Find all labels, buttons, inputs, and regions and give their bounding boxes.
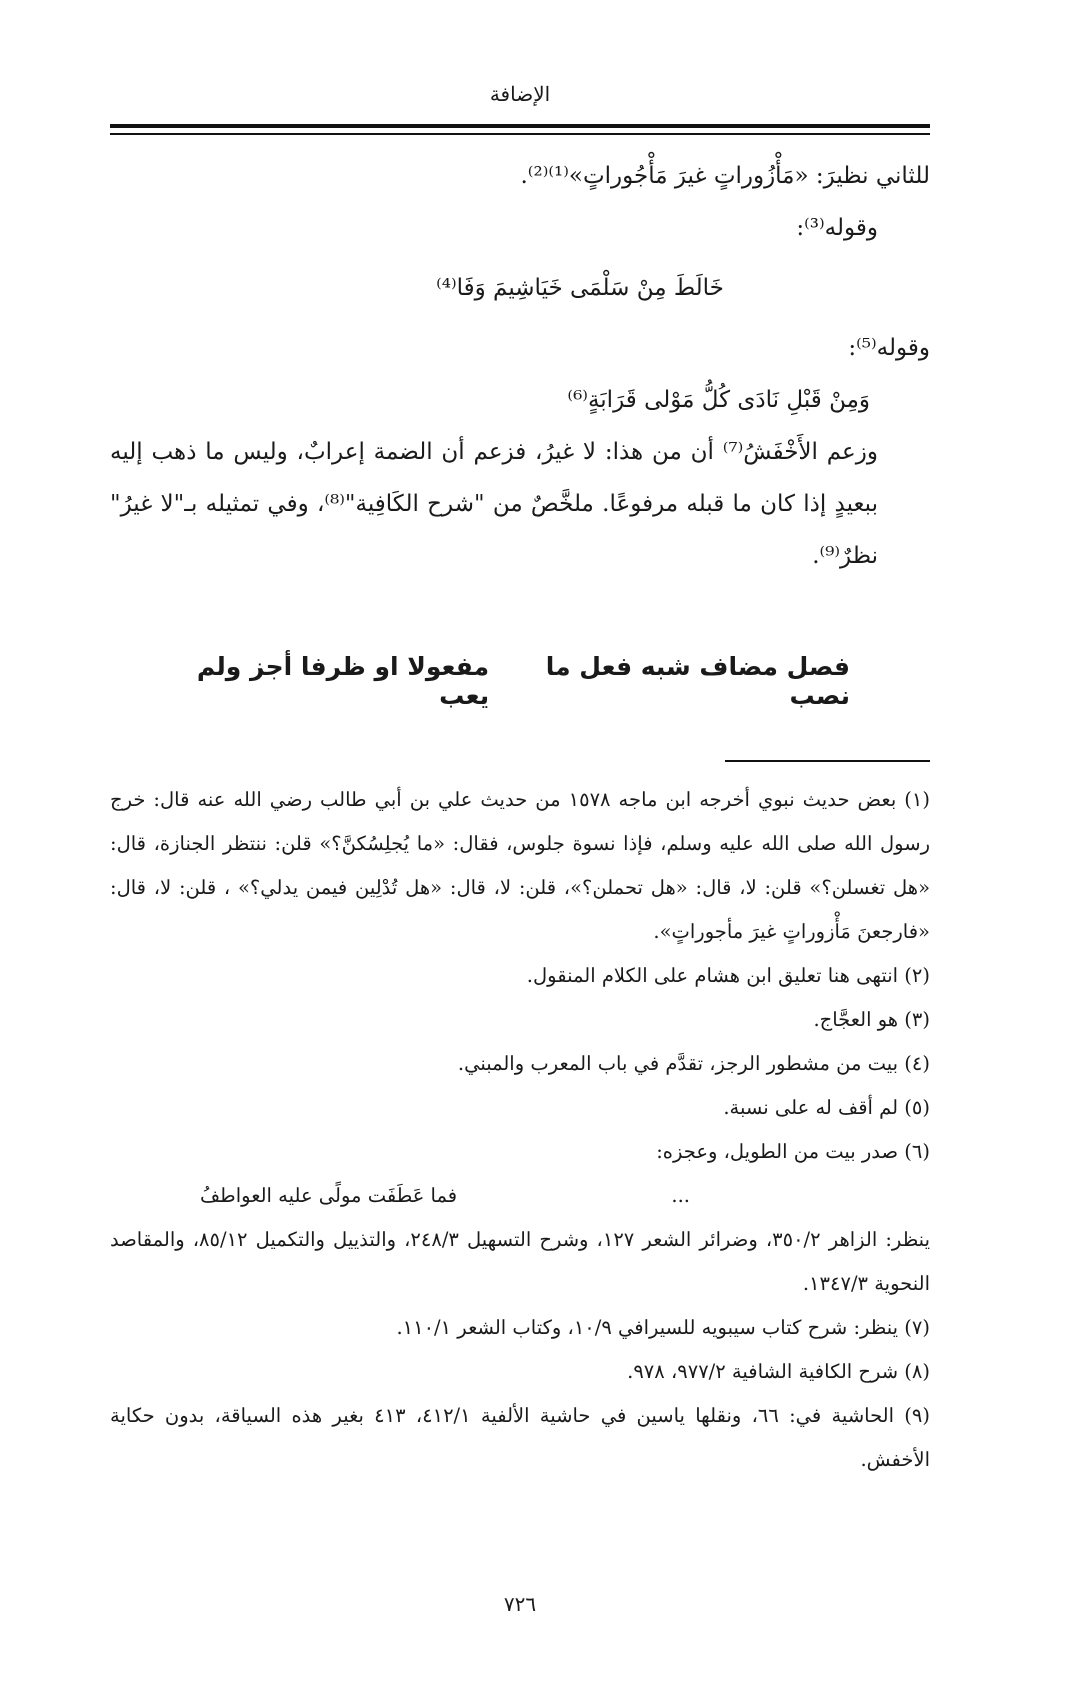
book-page bbox=[110, 0, 930, 1698]
footnote-6: (٦) صدر بيت من الطويل، وعجزه: bbox=[656, 1140, 930, 1163]
footnote-9: (٩) الحاشية في: ٦٦، ونقلها ياسين في حاشية الألفية ٤١٢/١، ٤١٣ بغير هذه السياقة، بدون حكاية الأخفش. bbox=[110, 1404, 930, 1471]
footnote-3: (٣) هو العجَّاج. bbox=[813, 1008, 930, 1031]
page-number: ٧٢٦ bbox=[503, 1592, 537, 1616]
footnote-separator bbox=[725, 760, 930, 762]
verse-2: وَمِنْ قَبْلِ نَادَى كُلُّ مَوْلى قَرَابَةٍ⁽⁶⁾ bbox=[567, 387, 870, 413]
paragraph-4: وزعم الأَخْفَشُ⁽⁷⁾ أن من هذا: لا غيرُ، فزعم أن الضمة إعرابٌ، وليس ما ذهب إليه ببعيدٍ إذا كان ما قبله مرفوعًا. ملخَّصٌ من "شرح الكَافِية"⁽⁸⁾، وفي تمثيله بـ"لا غيرُ" نظرٌ⁽⁹⁾. bbox=[110, 439, 878, 569]
footnote-4: (٤) بيت من مشطور الرجز، تقدَّم في باب المعرب والمبني. bbox=[457, 1052, 930, 1075]
footnote-7: (٧) ينظر: شرح كتاب سيبويه للسيرافي ١٠/٩، وكتاب الشعر ١١٠/١. bbox=[396, 1316, 930, 1339]
footnote-6-verse-line bbox=[110, 1174, 930, 1218]
header-rule-thin bbox=[110, 133, 930, 135]
footnote-6-ellipsis: ... bbox=[671, 1184, 690, 1207]
footnote-1: (١) بعض حديث نبوي أخرجه ابن ماجه ١٥٧٨ من حديث علي بن أبي طالب رضي الله عنه قال: خرج رسول الله صلى الله عليه وسلم، فإذا نسوة جلوس، فقال: «ما يُجلِسُكنَّ؟» قلن: ننتظر الجنازة، قال: «هل تغسلن؟» قلن: لا، قال: «هل تحملن؟»، قلن: لا، قال: «هل تُدْلِين فيمن يدلي؟» ، قلن: لا، قال: «فارجعنَ مَأْزوراتٍ غيرَ مأجوراتٍ». bbox=[110, 788, 930, 943]
verse-1: خَالَطَ مِنْ سَلْمَى خَيَاشِيمَ وَفَا⁽⁴⁾ bbox=[436, 275, 724, 301]
paragraph-3: وقوله⁽⁵⁾: bbox=[848, 335, 930, 361]
footnote-8: (٨) شرح الكافية الشافية ٩٧٧/٢، ٩٧٨. bbox=[627, 1360, 930, 1383]
section-heading bbox=[150, 652, 850, 710]
footnote-6-verse: فما عَطَفَت مولًى عليه العواطفُ bbox=[200, 1184, 458, 1207]
heading-second-hemistich: مفعولا او ظرفا أجز ولم يعب bbox=[196, 652, 490, 710]
footnote-2: (٢) انتهى هنا تعليق ابن هشام على الكلام المنقول. bbox=[526, 964, 930, 987]
running-header: الإضافة bbox=[489, 82, 551, 106]
footnote-5: (٥) لم أقف له على نسبة. bbox=[723, 1096, 930, 1119]
paragraph-1: للثاني نظيرَ: «مَأْزُوراتٍ غيرَ مَأْجُوراتٍ»⁽¹⁾⁽²⁾. bbox=[520, 163, 930, 189]
footnotes bbox=[110, 778, 930, 1482]
header-rule-thick bbox=[110, 124, 930, 128]
main-text bbox=[110, 150, 930, 582]
footnote-6-references: ينظر: الزاهر ٣٥٠/٢، وضرائر الشعر ١٢٧، وشرح التسهيل ٢٤٨/٣، والتذييل والتكميل ٨٥/١٢، والمقاصد النحوية ١٣٤٧/٣. bbox=[110, 1228, 930, 1295]
paragraph-2: وقوله⁽³⁾: bbox=[796, 215, 878, 241]
heading-first-hemistich: فصل مضاف شبه فعل ما نصب bbox=[545, 652, 850, 710]
